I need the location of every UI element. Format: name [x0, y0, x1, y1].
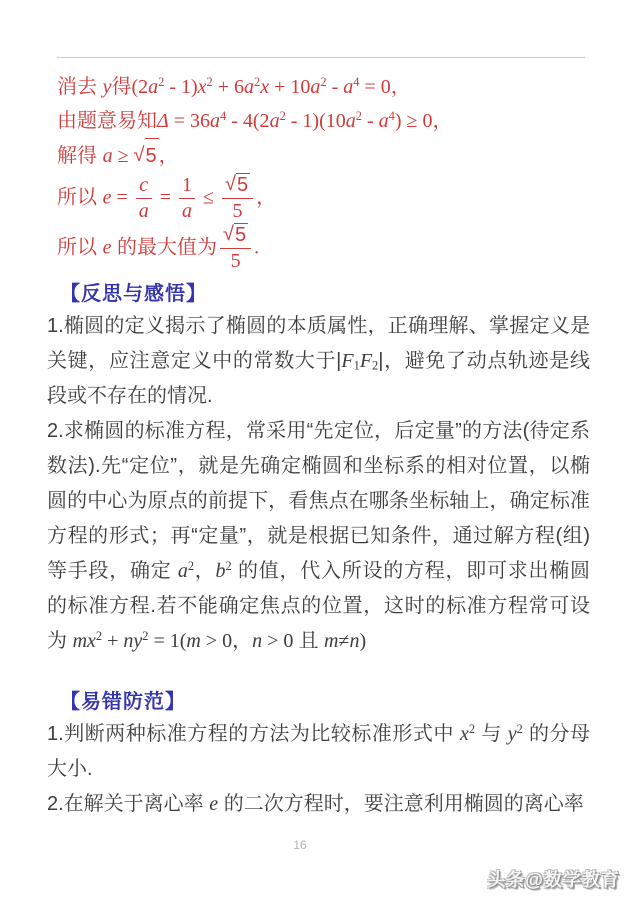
solution-line-1 — [57, 70, 590, 104]
text-segment: 1.判断两种标准方程的方法为比较标准形式中 — [47, 723, 461, 745]
text-segment: 2 — [320, 75, 327, 90]
top-divider-rule — [57, 57, 585, 58]
radical-sign: √ — [225, 173, 236, 195]
text-segment: ， — [232, 630, 253, 652]
reflection-paragraph-2 — [47, 414, 590, 659]
reflection-paragraph-1 — [47, 309, 590, 414]
text-segment: = — [154, 186, 177, 209]
text-segment: |，避免了动点轨迹是线段或不存在的情况. — [47, 350, 590, 407]
text-segment: y — [102, 76, 112, 98]
text-segment: x — [260, 76, 270, 98]
text-segment: e — [209, 793, 219, 815]
text-segment: ， — [194, 560, 216, 582]
text-segment: 2 — [516, 722, 523, 737]
text-segment: 解得 — [57, 145, 103, 167]
text-segment: 2.求椭圆的标准方程，常采用“先定位，后定量”的方法(待定系数法).先“定位”，就是先确定椭圆和坐标系的相对位置，以椭圆的中心为原点的前提下，看焦点在哪条坐标轴上，确定标准方程的形式；再“定量”，就是根据已知条件，通过解方程(组)等手段，确定 — [47, 420, 590, 582]
text-segment: a — [345, 110, 356, 132]
fraction-denominator — [222, 198, 253, 223]
text-segment: ≠ — [338, 630, 350, 652]
text-segment: b — [215, 560, 226, 582]
text-segment: . — [254, 236, 260, 259]
text-segment: 4 — [353, 75, 360, 90]
text-segment: a — [177, 560, 188, 582]
text-segment: > 0 — [262, 630, 299, 652]
text-segment: 1.椭圆的定义揭示了椭圆的本质属性，正确理解、掌握定义是关键，应注意定义中的常数大于| — [47, 315, 590, 372]
text-segment: 2 — [355, 109, 362, 124]
text-segment: - 1) — [164, 76, 198, 98]
text-segment: 消去 — [57, 76, 103, 98]
text-segment: - 4(2 — [226, 110, 270, 132]
text-segment: 且 — [298, 630, 324, 652]
text-segment: - — [361, 110, 379, 132]
text-segment: 1 — [353, 358, 360, 373]
text-segment: 2 — [187, 559, 195, 574]
fraction — [222, 173, 253, 223]
radicand: 5 — [145, 138, 159, 173]
square-root — [134, 138, 159, 173]
text-segment: a — [138, 199, 149, 222]
text-segment: 2 — [95, 629, 103, 644]
text-segment: 2.在解关于离心率 — [47, 793, 210, 815]
text-segment: 2 — [279, 109, 286, 124]
text-segment: a — [269, 110, 280, 132]
text-segment: 2 — [468, 722, 476, 737]
text-segment: + 10 — [269, 76, 311, 98]
text-segment: mx — [72, 630, 96, 652]
text-segment: + 6 — [212, 76, 245, 98]
section-heading-pitfalls-label: 【易错防范】 — [60, 691, 186, 713]
text-segment: x — [460, 723, 469, 745]
text-segment: 2 — [206, 75, 213, 90]
solution-line-4 — [57, 173, 590, 223]
text-segment: ， — [158, 145, 179, 167]
text-segment: a — [182, 199, 193, 222]
text-segment: ， — [256, 186, 277, 209]
page-number: 16 — [293, 838, 307, 852]
text-segment: > 0 — [200, 630, 233, 652]
fraction — [220, 223, 251, 273]
text-segment: 所以 — [57, 186, 103, 209]
text-segment: = 1( — [148, 630, 187, 652]
text-segment: ) ≥ 0 — [394, 110, 433, 132]
text-segment: 的值，代入所设的方程，即可求出椭圆的标准方程.若不能确定焦点的位置，这时的标准方程常可设为 — [47, 560, 591, 652]
text-segment: 的二次方程时，要注意利用椭圆的离心率 — [218, 793, 584, 815]
text-segment: 2 — [158, 75, 165, 90]
radicand: 5 — [235, 224, 247, 246]
fraction — [179, 174, 195, 223]
text-segment: 2 — [142, 629, 149, 644]
text-segment: a — [148, 76, 159, 98]
text-segment: 2 — [225, 559, 232, 574]
text-segment: = 36 — [168, 110, 211, 132]
text-segment: 得 — [111, 76, 132, 98]
text-segment: = 0 — [359, 76, 391, 98]
text-segment: (2 — [131, 76, 149, 98]
watermark: 头条@数学教育 — [487, 870, 620, 890]
text-segment: ， — [432, 110, 453, 132]
fraction-numerator — [136, 174, 152, 198]
text-segment: a — [210, 110, 221, 132]
fraction-denominator — [136, 198, 152, 223]
text-segment: Δ — [157, 110, 169, 132]
text-segment: 1 — [182, 173, 193, 196]
section-heading-reflection-label: 【反思与感悟】 — [60, 283, 207, 305]
text-segment: a — [244, 76, 255, 98]
text-segment: n — [252, 630, 263, 652]
radical-sign: √ — [133, 144, 145, 166]
text-segment: 5 — [230, 250, 241, 272]
text-segment: 2 — [372, 358, 379, 373]
solution-block — [47, 70, 590, 273]
square-root — [225, 173, 250, 197]
text-segment: e — [102, 186, 112, 209]
text-segment: e — [102, 236, 112, 259]
fraction-denominator — [220, 248, 251, 273]
section-heading-pitfalls — [60, 687, 590, 717]
pitfalls-paragraph-1 — [47, 717, 590, 787]
text-segment: - 1)(10 — [285, 110, 346, 132]
text-segment: F — [341, 350, 354, 372]
text-segment: 由题意易知 — [57, 110, 157, 132]
text-segment: 2 — [254, 75, 261, 90]
pitfalls-paragraph-2 — [47, 787, 590, 822]
solution-line-5 — [57, 223, 590, 273]
text-segment: 的最大值为 — [111, 236, 218, 259]
text-segment: 5 — [232, 200, 243, 222]
text-segment: m — [324, 630, 339, 652]
text-segment: 4 — [220, 109, 227, 124]
text-segment: = — [111, 186, 133, 209]
text-segment: + — [102, 630, 124, 652]
text-segment: F — [359, 350, 373, 372]
text-segment: m — [186, 630, 201, 652]
solution-line-2 — [57, 104, 590, 138]
text-segment: ) — [359, 630, 367, 652]
fraction-denominator — [179, 198, 195, 223]
text-segment: x — [197, 76, 207, 98]
text-segment: n — [349, 630, 360, 652]
text-segment: y — [507, 723, 517, 745]
text-segment: - — [326, 76, 344, 98]
fraction-numerator — [222, 173, 253, 198]
text-segment: 所以 — [57, 236, 103, 259]
fraction-numerator — [179, 174, 195, 198]
text-segment: a — [378, 110, 389, 132]
text-segment: ny — [123, 630, 143, 652]
section-heading-reflection — [60, 279, 590, 309]
text-segment: ≤ — [198, 186, 219, 209]
text-segment: a — [310, 76, 321, 98]
radical-sign: √ — [223, 223, 234, 245]
solution-line-3 — [57, 138, 590, 173]
text-segment: c — [139, 173, 149, 196]
fraction — [136, 174, 152, 223]
radicand: 5 — [236, 174, 249, 196]
text-segment: a — [102, 145, 113, 167]
document-content — [47, 70, 590, 822]
square-root — [223, 223, 248, 247]
text-segment: 的分母大小. — [47, 723, 590, 780]
text-segment: 与 — [475, 723, 508, 745]
text-segment: 4 — [388, 109, 395, 124]
text-segment: ≥ — [112, 145, 134, 167]
text-segment: a — [343, 76, 354, 98]
fraction-numerator — [220, 223, 251, 248]
text-segment: ， — [390, 76, 411, 98]
